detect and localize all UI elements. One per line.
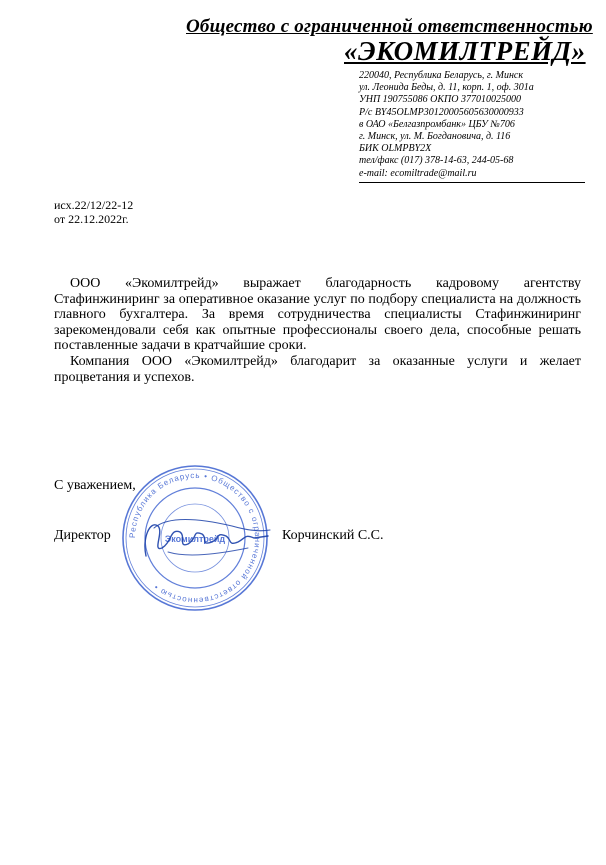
company-requisites <box>359 70 589 180</box>
requisite-line: г. Минск, ул. М. Богдановича, д. 116 <box>359 131 511 143</box>
letter-body <box>54 276 581 385</box>
requisite-line: УНП 190755086 ОКПО 377010025000 <box>359 94 521 106</box>
requisites-divider <box>359 182 585 183</box>
stamp-center-text: Экомилтрейд <box>164 534 226 544</box>
signer-position: Директор <box>54 528 111 543</box>
signer-name: Корчинский С.С. <box>282 528 384 543</box>
requisite-line: e-mail: ecomiltrade@mail.ru <box>359 167 477 179</box>
requisite-line: 220040, Республика Беларусь, г. Минск <box>359 70 524 81</box>
requisite-line: в ОАО «Белгазпромбанк» ЦБУ №706 <box>359 118 515 130</box>
requisite-line: БИК OLMPBY2X <box>359 143 432 155</box>
stamp-ring-text: Республика Беларусь • Общество с ограниченной ответственностью • <box>127 470 263 606</box>
letter-date: от 22.12.2022г. <box>54 212 129 226</box>
reference-block <box>54 198 133 226</box>
company-type: Общество с ограниченной ответственностью <box>186 16 593 37</box>
outgoing-number: исх.22/12/22-12 <box>54 198 134 212</box>
body-paragraph: ООО «Экомилтрейд» выражает благодарность кадровому агентству Стафинжиниринг за оперативное оказание услуг по подбору специалиста на должность главного бухгалтера. За время сотрудничества специалисты Стафинжиниринг зарекомендовали себя как опытные профессионалы своего дела, способные решать поставленные задачи в кратчайшие сроки. <box>54 276 581 354</box>
requisite-line: Р/с BY45OLMP30120005605630000933 <box>359 106 524 118</box>
company-name: «ЭКОМИЛТРЕЙД» <box>344 36 586 66</box>
requisite-line: тел/факс (017) 378-14-63, 244-05-68 <box>359 155 514 167</box>
requisite-line: ул. Леонида Беды, д. 11, корп. 1, оф. 301а <box>359 82 534 94</box>
closing-regards: С уважением, <box>54 478 136 493</box>
handwritten-signature <box>128 508 278 568</box>
body-paragraph: Компания ООО «Экомилтрейд» благодарит за оказанные услуги и желает процветания и успехов. <box>54 353 581 385</box>
